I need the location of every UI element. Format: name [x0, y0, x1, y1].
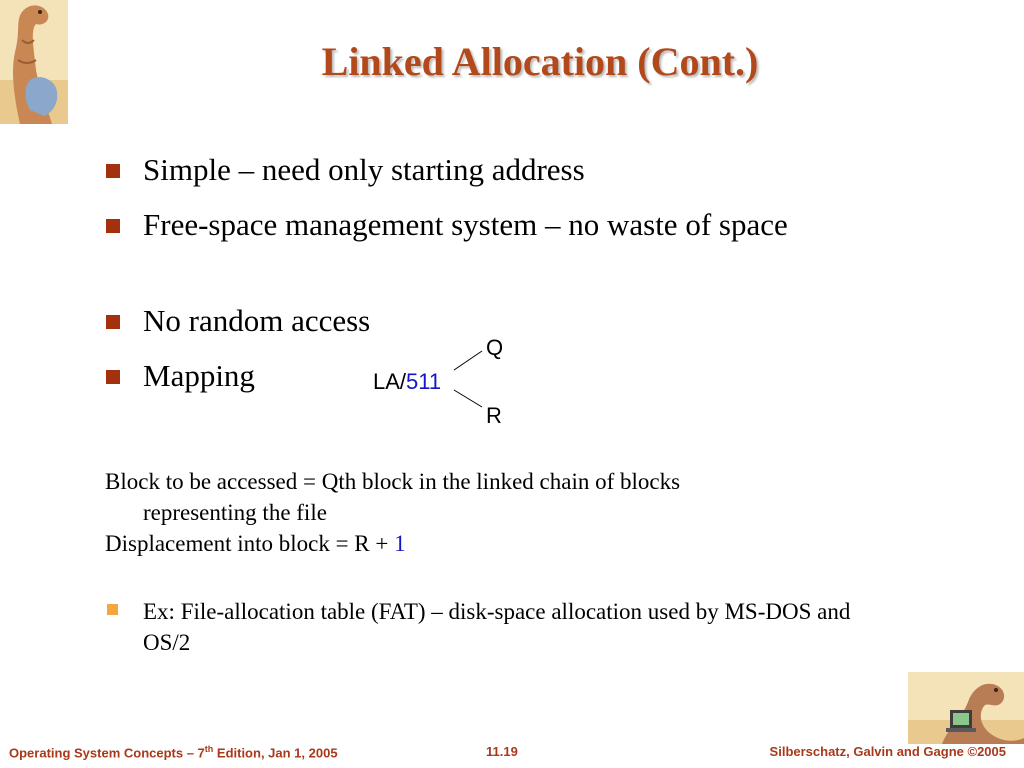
square-bullet-icon [107, 604, 118, 615]
example-item [107, 596, 867, 658]
footer-page-number: 11.19 [486, 744, 518, 759]
mapping-diagram [370, 330, 530, 430]
la-prefix: LA/ [373, 369, 407, 394]
footer-edition-sup: th [204, 744, 214, 754]
slide-title: Linked Allocation (Cont.) [321, 39, 759, 84]
footer-book-title [9, 744, 338, 764]
footer-book-title-text: Operating System Concepts – 7 [9, 745, 205, 761]
remainder-label: R [486, 403, 502, 428]
dinosaur-laptop-icon [908, 672, 1024, 744]
example-text: Ex: File-allocation table (FAT) – disk-space allocation used by MS-DOS and OS/2 [143, 599, 851, 655]
square-bullet-icon [106, 164, 120, 178]
square-bullet-icon [106, 315, 120, 329]
bullet-text: Simple – need only starting address [143, 152, 585, 187]
square-bullet-icon [106, 370, 120, 384]
block-line-2: representing the file [143, 500, 327, 525]
displacement-formula [105, 528, 865, 559]
block-line-1: Block to be accessed = Qth block in the linked chain of blocks [105, 469, 681, 494]
block-access-formula [105, 466, 865, 528]
mapping-dividend [373, 369, 441, 395]
displacement-text: Displacement into block = R + [105, 531, 395, 556]
square-bullet-icon [106, 219, 120, 233]
bullet-text: Free-space management system – no waste of space [143, 207, 788, 242]
bullet-text: Mapping [143, 358, 255, 393]
footer-authors: Silberschatz, Galvin and Gagne ©2005 [769, 744, 1006, 759]
quotient-label: Q [486, 335, 504, 360]
bullet-item [106, 149, 806, 191]
bullet-text: No random access [143, 303, 371, 338]
divisor-number: 511 [406, 369, 442, 394]
displacement-number: 1 [394, 531, 406, 556]
bullet-item [106, 204, 806, 246]
footer-edition-text: Edition, Jan 1, 2005 [213, 745, 338, 761]
